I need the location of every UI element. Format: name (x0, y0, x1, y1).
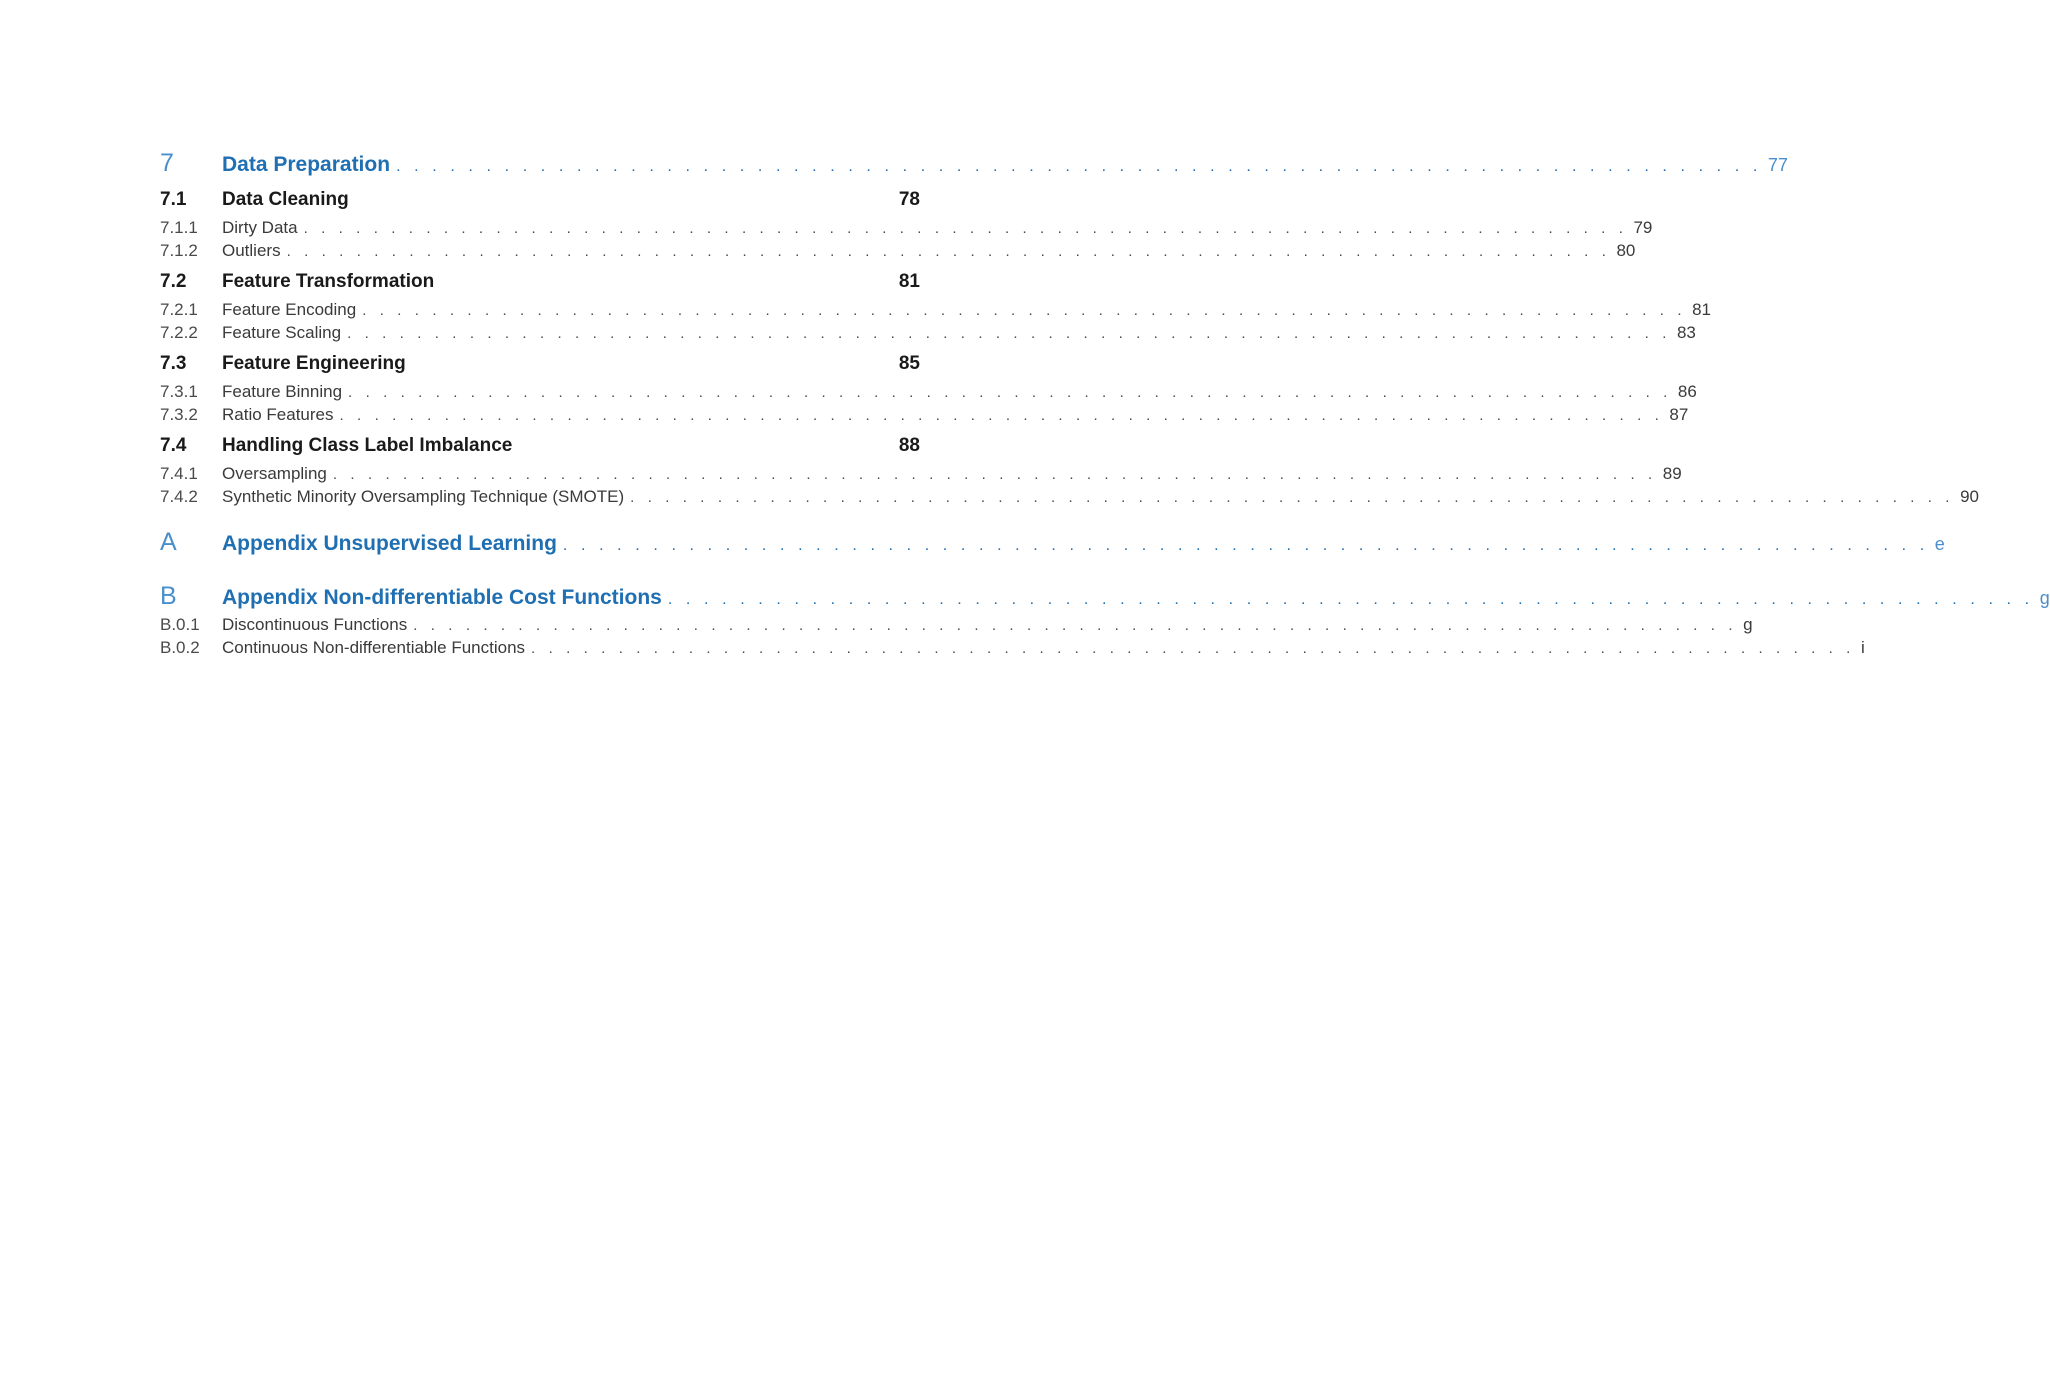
dot-leader: . . . . . . . . . . . . . . . . . . . . . . . . . . . . . . . . . . . . . . . . . . . . . . . . . . . . . . . . . . . . . . . . . . . . . . . . . . . . (531, 640, 1855, 657)
subsection-title: Feature Scaling (222, 323, 342, 342)
dot-leader: . . . . . . . . . . . . . . . . . . . . . . . . . . . . . . . . . . . . . . . . . . . . . . . . . . . . . . . . . . . . . . . . . . . . . . . . . . . . (396, 158, 1762, 175)
toc-subsection-7-1-2[interactable] (160, 239, 1636, 262)
toc-section-7-4[interactable] (160, 430, 920, 462)
page-number: 81 (898, 271, 920, 292)
page-number: 83 (1676, 323, 1696, 342)
dot-leader: . . . . . . . . . . . . . . . . . . . . . . . . . . . . . . . . . . . . . . . . . . . . . . . . . . . . . . . . . . . . . . . . . . . . . . . . . . . . (562, 537, 1929, 554)
subsection-number: 7.4.2 (160, 487, 198, 506)
dot-leader: . . . . . . . . . . . . . . . . . . . . . . . . . . . . . . . . . . . . . . . . . . . . . . . . . . . . . . . . . . . . . . . . . . . . . . . . . . . . (303, 220, 1628, 237)
section-title: Handling Class Label Imbalance (222, 435, 513, 456)
section-number: 7.3 (160, 353, 187, 374)
subsection-title: Synthetic Minority Oversampling Technique (SMOTE) (222, 487, 625, 506)
dot-leader: . . . . . . . . . . . . . . . . . . . . . . . . . . . . . . . . . . . . . . . . . . . . . . . . . . . . . . . . . . . . . . . . . . . . . . . . . . . . (362, 302, 1687, 319)
subsection-title: Ratio Features (222, 405, 334, 424)
page-number: 88 (898, 435, 920, 456)
dot-leader: . . . . . . . . . . . . . . . . . . . . . . . . . . . . . . . . . . . . . . . . . . . . . . . . . . . . . . . . . . . . . . . . . . . . . . . . . . . . (413, 617, 1738, 634)
subsection-title: Oversampling (222, 464, 327, 483)
toc-section-7-2[interactable] (160, 266, 920, 298)
subsection-number: B.0.2 (160, 638, 200, 657)
page-number: 77 (1767, 155, 1788, 175)
subsection-title: Feature Binning (222, 382, 343, 401)
subsection-title: Continuous Non-differentiable Functions (222, 638, 526, 657)
section-number: 7.1 (160, 189, 187, 210)
subsection-title: Outliers (222, 241, 281, 260)
subsection-number: 7.1.1 (160, 218, 198, 237)
section-title: Data Cleaning (222, 189, 349, 210)
subsection-number: 7.3.1 (160, 382, 198, 401)
page-number: 86 (1677, 382, 1697, 401)
subsection-number: 7.3.2 (160, 405, 198, 424)
page-number: 78 (898, 189, 920, 210)
toc-subsection-b-0-2[interactable] (160, 636, 1865, 659)
page-number: 81 (1692, 300, 1712, 319)
toc-chapter-7[interactable] (160, 146, 1788, 180)
dot-leader: . . . . . . . . . . . . . . . . . . . . . . . . . . . . . . . . . . . . . . . . . . . . . . . . . . . . . . . . . . . . . . . . . . . . . . . . . . . . (667, 591, 2034, 608)
appendix-title: Appendix Non-differentiable Cost Functions (222, 586, 662, 609)
section-number: 7.4 (160, 435, 187, 456)
section-title: Feature Transformation (222, 271, 435, 292)
page-number: i (1860, 638, 1865, 657)
chapter-number: 7 (160, 149, 174, 177)
subsection-title: Feature Encoding (222, 300, 357, 319)
section-number: 7.2 (160, 271, 187, 292)
dot-leader: . . . . . . . . . . . . . . . . . . . . . . . . . . . . . . . . . . . . . . . . . . . . . . . . . . . . . . . . . . . . . . . . . . . . . . . . . . . . (348, 384, 1672, 401)
subsection-number: 7.2.1 (160, 300, 198, 319)
toc-section-7-3[interactable] (160, 348, 920, 380)
appendix-title: Appendix Unsupervised Learning (222, 532, 557, 555)
page-number: 80 (1616, 241, 1636, 260)
toc-appendix-a[interactable] (160, 525, 1945, 559)
toc-subsection-7-1-1[interactable] (160, 216, 1653, 239)
page-number: 89 (1662, 464, 1682, 483)
subsection-number: B.0.1 (160, 615, 200, 634)
appendix-letter: A (160, 528, 177, 556)
toc-subsection-b-0-1[interactable] (160, 613, 1753, 636)
dot-leader: . . . . . . . . . . . . . . . . . . . . . . . . . . . . . . . . . . . . . . . . . . . . . . . . . . . . . . . . . . . . . . . . . . . . . . . . . . . . (339, 407, 1664, 424)
subsection-number: 7.1.2 (160, 241, 198, 260)
page-number: 87 (1669, 405, 1689, 424)
toc-appendix-b[interactable] (160, 579, 2050, 613)
subsection-title: Discontinuous Functions (222, 615, 408, 634)
subsection-title: Dirty Data (222, 218, 298, 237)
page-number: 85 (898, 353, 920, 374)
toc-subsection-7-4-1[interactable] (160, 462, 1682, 485)
toc-section-7-1[interactable] (160, 184, 920, 216)
section-title: Feature Engineering (222, 353, 406, 374)
subsection-number: 7.2.2 (160, 323, 198, 342)
page-number: g (1743, 615, 1753, 634)
dot-leader: . . . . . . . . . . . . . . . . . . . . . . . . . . . . . . . . . . . . . . . . . . . . . . . . . . . . . . . . . . . . . . . . . . . . . . . . . . . . (347, 325, 1671, 342)
table-of-contents (160, 146, 2050, 659)
page-number: 79 (1633, 218, 1653, 237)
page-number: g (2039, 588, 2050, 608)
appendix-letter: B (160, 582, 177, 610)
toc-subsection-7-2-1[interactable] (160, 298, 1712, 321)
page-number: 90 (1960, 487, 1979, 506)
page-number: e (1934, 534, 1945, 554)
subsection-number: 7.4.1 (160, 464, 198, 483)
chapter-title: Data Preparation (222, 153, 391, 176)
toc-subsection-7-4-2[interactable] (160, 485, 1979, 508)
toc-subsection-7-3-2[interactable] (160, 403, 1689, 426)
toc-subsection-7-3-1[interactable] (160, 380, 1697, 403)
dot-leader: . . . . . . . . . . . . . . . . . . . . . . . . . . . . . . . . . . . . . . . . . . . . . . . . . . . . . . . . . . . . . . . . . . . . . . . . . . . . (630, 489, 1955, 506)
dot-leader: . . . . . . . . . . . . . . . . . . . . . . . . . . . . . . . . . . . . . . . . . . . . . . . . . . . . . . . . . . . . . . . . . . . . . . . . . . . . (286, 243, 1611, 260)
toc-subsection-7-2-2[interactable] (160, 321, 1696, 344)
dot-leader: . . . . . . . . . . . . . . . . . . . . . . . . . . . . . . . . . . . . . . . . . . . . . . . . . . . . . . . . . . . . . . . . . . . . . . . . . . . . (332, 466, 1657, 483)
